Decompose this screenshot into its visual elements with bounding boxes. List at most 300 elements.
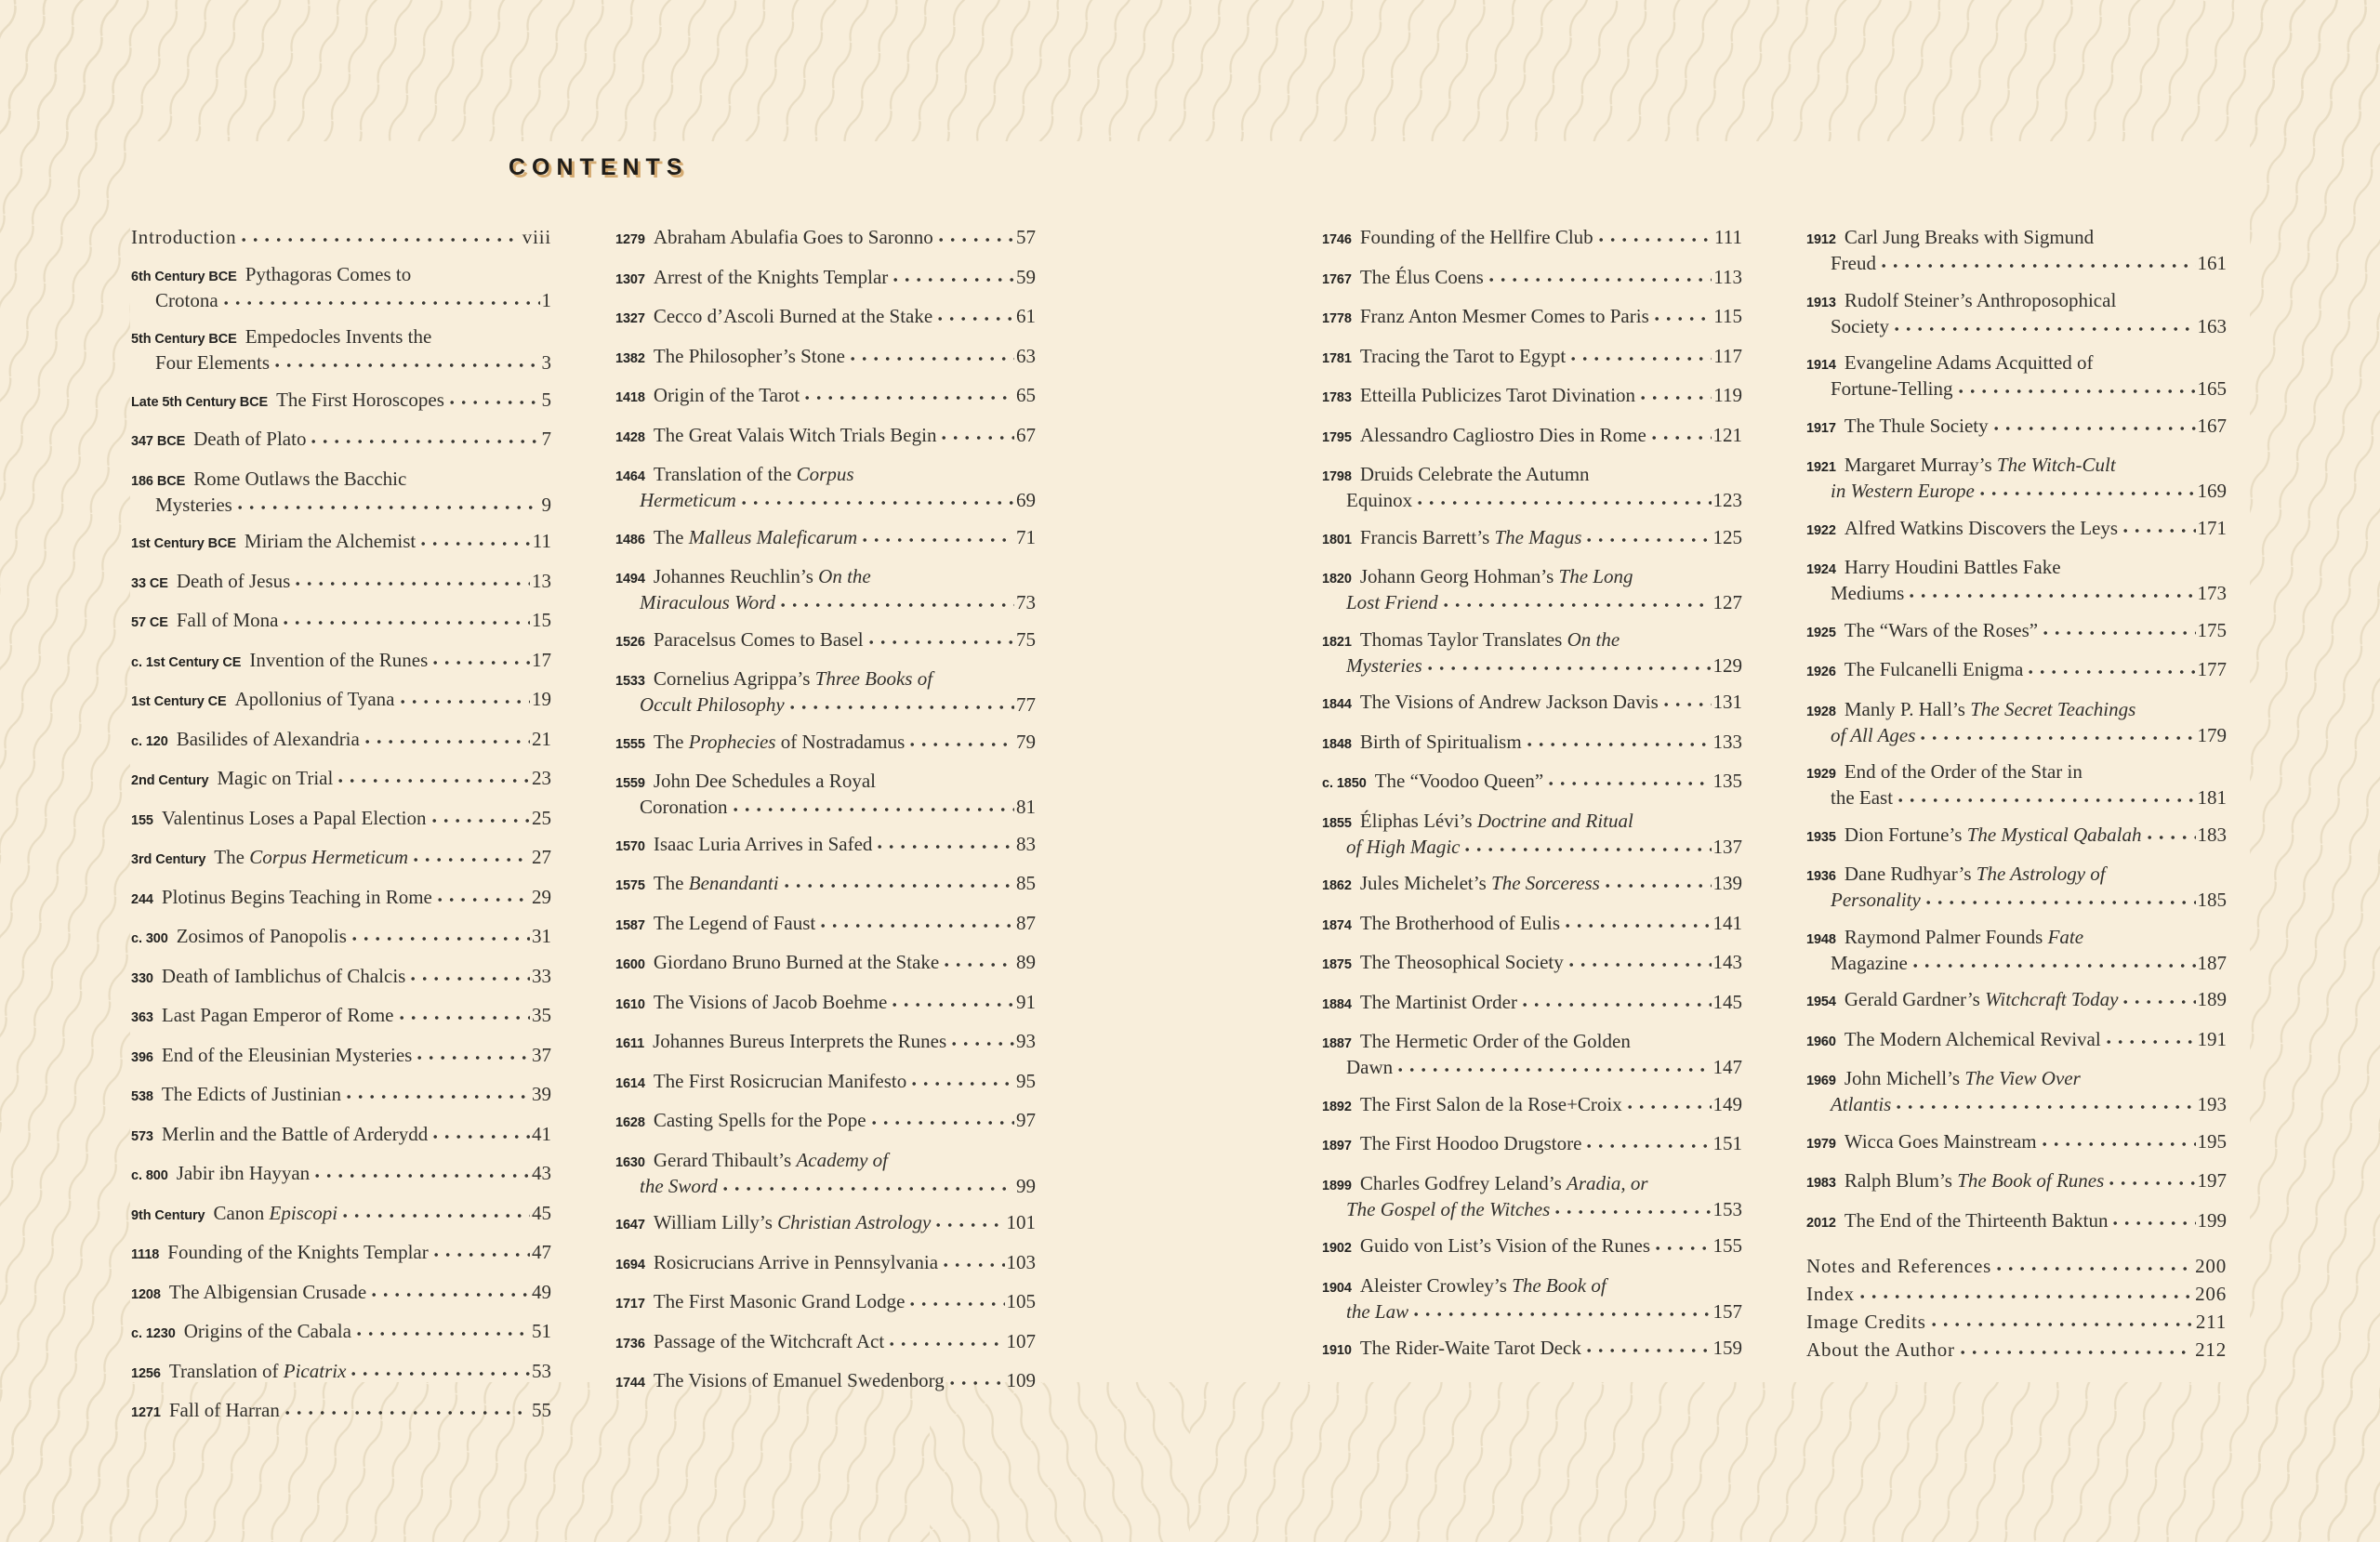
dot-leader <box>1961 1339 2193 1356</box>
toc-entry <box>615 731 1036 757</box>
entry-title: The “Voodoo Queen” <box>1374 770 1544 792</box>
toc-entry <box>1322 1093 1742 1119</box>
dot-leader <box>433 650 530 666</box>
dot-leader <box>343 1203 530 1219</box>
dot-leader <box>1569 952 1712 969</box>
entry-year: 1798 <box>1322 469 1352 484</box>
entry-title: The First Horoscopes <box>276 388 444 411</box>
entry-year: 1746 <box>1322 232 1352 247</box>
entry-year: 57 CE <box>131 615 168 630</box>
entry-line <box>615 1290 1036 1316</box>
entry-page: 47 <box>532 1241 551 1263</box>
entry-year: 1969 <box>1806 1074 1836 1088</box>
entry-title: The First Salon de la Rose+Croix <box>1359 1092 1622 1115</box>
entry-line <box>131 325 551 351</box>
entry-year: 1694 <box>615 1257 645 1272</box>
entry-title: Charles Godfrey Leland’s Aradia, or <box>1359 1171 1648 1194</box>
entry-page: 113 <box>1713 265 1742 288</box>
entry-year: 1418 <box>615 390 645 405</box>
toc-entry <box>615 667 1036 717</box>
entry-line <box>1322 810 1742 836</box>
entry-title-continuation: Personality <box>1831 889 1921 911</box>
entry-title: Miriam the Alchemist <box>244 530 416 552</box>
entry-line <box>131 925 551 951</box>
entry-line <box>131 1162 551 1188</box>
page-title: CONTENTS <box>509 154 689 180</box>
entry-line <box>131 1281 551 1307</box>
entry-title: End of the Eleusinian Mysteries <box>161 1043 413 1066</box>
entry-line <box>131 1202 551 1228</box>
entry-title: The Rider-Waite Tarot Deck <box>1359 1337 1581 1359</box>
entry-title: The Brotherhood of Eulis <box>1359 911 1561 934</box>
entry-title: Thomas Taylor Translates On the <box>1359 627 1620 651</box>
toc-entry <box>131 428 551 454</box>
entry-year: 1983 <box>1806 1176 1836 1191</box>
entry-title: Etteilla Publicizes Tarot Divination <box>1359 384 1636 406</box>
entry-year: 3rd Century <box>131 852 206 867</box>
entry-line <box>1806 926 2227 952</box>
entry-line-continuation <box>131 351 551 375</box>
entry-year: 1848 <box>1322 736 1352 752</box>
dot-leader <box>1549 771 1711 787</box>
toc-entry <box>131 263 551 312</box>
dot-leader <box>2043 620 2195 637</box>
dot-leader <box>315 1163 530 1180</box>
entry-page: 67 <box>1016 423 1036 446</box>
entry-line <box>1806 289 2227 315</box>
entry-title: The Malleus Maleficarum <box>653 525 858 548</box>
entry-line <box>1322 1337 1742 1363</box>
entry-title: The Visions of Jacob Boehme <box>653 990 888 1013</box>
entry-line <box>615 667 1036 693</box>
entry-title-continuation: Miraculous Word <box>640 591 776 613</box>
dot-leader <box>1921 725 2195 742</box>
entry-year: Late 5th Century BCE <box>131 394 269 410</box>
entry-title-continuation: Fortune-Telling <box>1831 377 1953 400</box>
entry-line <box>615 1109 1036 1135</box>
entry-title-continuation: Lost Friend <box>1346 591 1438 613</box>
toc-entry <box>1806 517 2227 543</box>
entry-line <box>131 263 551 289</box>
entry-title: John Dee Schedules a Royal <box>653 770 876 792</box>
toc-entry <box>1322 1234 1742 1260</box>
entry-page: 81 <box>1016 796 1036 818</box>
dot-leader <box>742 490 1014 507</box>
entry-page: 171 <box>2197 516 2227 539</box>
toc-entry <box>1322 463 1742 512</box>
entry-year: 1781 <box>1322 350 1352 366</box>
entry-line <box>1806 1169 2227 1195</box>
dot-leader <box>734 797 1015 813</box>
entry-line <box>131 767 551 793</box>
dot-leader <box>1910 583 2195 600</box>
entry-line-continuation <box>615 1175 1036 1198</box>
entry-line <box>1322 731 1742 757</box>
entry-line <box>615 1330 1036 1356</box>
entry-year: c. 120 <box>131 733 168 749</box>
entry-title-continuation: Four Elements <box>155 351 271 374</box>
dot-leader <box>224 290 540 307</box>
entry-title-continuation: in Western Europe <box>1831 480 1975 502</box>
entry-line <box>1806 1338 2227 1362</box>
dot-leader <box>945 952 1014 969</box>
dot-leader <box>892 992 1014 1008</box>
entry-title: Giordano Bruno Burned at the Stake <box>653 951 940 973</box>
toc-entry <box>131 688 551 714</box>
entry-title: Apollonius of Tyana <box>234 688 395 710</box>
dot-leader <box>938 306 1014 323</box>
dot-leader <box>275 352 539 369</box>
toc-entry <box>1806 698 2227 747</box>
entry-line-continuation <box>615 489 1036 512</box>
entry-line-continuation <box>1322 1056 1742 1079</box>
entry-year: 1382 <box>615 350 645 366</box>
entry-title: Druids Celebrate the Autumn <box>1359 463 1590 485</box>
toc-entry <box>131 1241 551 1267</box>
entry-line <box>615 424 1036 450</box>
toc-entry <box>615 305 1036 331</box>
toc-entry <box>1322 424 1742 450</box>
dot-leader <box>872 1110 1014 1127</box>
entry-title: Passage of the Witchcraft Act <box>653 1329 885 1352</box>
entry-line <box>615 266 1036 292</box>
dot-leader <box>411 966 530 982</box>
entry-page: 93 <box>1016 1030 1036 1052</box>
toc-entry <box>131 609 551 635</box>
entry-title: Canon Episcopi <box>213 1201 338 1224</box>
toc-column-4 <box>1806 226 2227 1366</box>
entry-title: Ralph Blum’s The Book of Runes <box>1844 1169 2105 1192</box>
dot-leader <box>1566 913 1711 929</box>
entry-year: 1801 <box>1322 532 1352 547</box>
entry-page: 151 <box>1712 1132 1742 1154</box>
entry-line <box>1322 1172 1742 1198</box>
entry-page: 13 <box>532 569 551 592</box>
entry-page: 75 <box>1016 627 1036 651</box>
toc-entry <box>615 951 1036 977</box>
entry-year: 347 BCE <box>131 434 186 449</box>
entry-line <box>1322 1274 1742 1300</box>
entry-year: 9th Century <box>131 1207 205 1223</box>
entry-page: 129 <box>1712 653 1742 677</box>
entry-page: 19 <box>532 688 551 710</box>
toc-entry <box>131 1044 551 1070</box>
entry-title: The Fulcanelli Enigma <box>1844 658 2024 680</box>
toc-entry <box>1806 658 2227 684</box>
toc-entry <box>615 991 1036 1017</box>
entry-year: 33 CE <box>131 575 168 591</box>
entry-line <box>1806 760 2227 786</box>
toc-entry <box>1322 691 1742 717</box>
entry-page: 206 <box>2195 1282 2227 1305</box>
dot-leader <box>790 694 1014 711</box>
entry-line <box>615 565 1036 591</box>
entry-line <box>131 688 551 714</box>
dot-leader <box>1664 692 1712 708</box>
entry-page: 181 <box>2197 786 2227 809</box>
dot-leader <box>347 1084 530 1100</box>
toc-entry <box>1806 1255 2227 1278</box>
entry-line <box>1322 951 1742 977</box>
entry-line <box>1806 556 2227 582</box>
toc-entry <box>1806 1067 2227 1116</box>
toc-entry <box>131 767 551 793</box>
entry-year: 1610 <box>615 996 645 1012</box>
toc-entry <box>1322 1337 1742 1363</box>
dot-leader <box>785 873 1014 890</box>
toc-column-3 <box>1322 226 1742 1377</box>
toc-entry <box>1322 526 1742 552</box>
entry-page: 25 <box>532 806 551 829</box>
entry-line <box>1806 1255 2227 1278</box>
dot-leader <box>1860 1284 2193 1300</box>
entry-line-continuation <box>1806 582 2227 605</box>
entry-line <box>1806 1028 2227 1054</box>
entry-year: 1960 <box>1806 1034 1836 1049</box>
toc-entry <box>615 1149 1036 1198</box>
entry-title-continuation: Freud <box>1831 252 1876 274</box>
entry-page: 103 <box>1006 1250 1036 1273</box>
entry-year: 573 <box>131 1128 153 1144</box>
toc-entry <box>1806 454 2227 503</box>
entry-title: The End of the Thirteenth Baktun <box>1844 1208 2109 1232</box>
entry-title: Abraham Abulafia Goes to Saronno <box>653 226 933 248</box>
entry-year: 1611 <box>615 1036 645 1051</box>
entry-line <box>1806 351 2227 377</box>
entry-title: The “Wars of the Roses” <box>1844 618 2039 641</box>
entry-line <box>1322 1132 1742 1158</box>
entry-year: 1279 <box>615 232 645 247</box>
entry-year: 1486 <box>615 532 645 547</box>
entry-page: 41 <box>532 1122 551 1145</box>
dot-leader <box>284 610 530 626</box>
entry-page: 37 <box>532 1043 551 1066</box>
entry-year: 1575 <box>615 878 645 893</box>
entry-page: 147 <box>1712 1056 1742 1078</box>
entry-line <box>1322 266 1742 292</box>
toc-entry <box>615 1290 1036 1316</box>
entry-title: Francis Barrett’s The Magus <box>1359 525 1582 548</box>
entry-page: 200 <box>2195 1254 2227 1277</box>
toc-entry <box>1322 810 1742 859</box>
dot-leader <box>285 1400 530 1417</box>
toc-entry <box>1322 1030 1742 1079</box>
entry-page: 117 <box>1713 344 1742 367</box>
dot-leader <box>357 1321 530 1338</box>
entry-title: Empedocles Invents the <box>245 325 432 348</box>
entry-title: Translation of Picatrix <box>168 1359 347 1382</box>
toc-column-2 <box>615 226 1036 1409</box>
entry-year: 1783 <box>1322 390 1352 405</box>
dot-leader <box>421 531 531 547</box>
entry-line <box>1806 988 2227 1014</box>
entry-page: 9 <box>541 493 551 516</box>
entry-title: The First Rosicrucian Manifesto <box>653 1069 907 1092</box>
entry-year: 1428 <box>615 429 645 445</box>
dot-leader <box>912 1071 1014 1087</box>
entry-page: 143 <box>1712 951 1742 973</box>
dot-leader <box>432 808 530 824</box>
dot-leader <box>1898 787 2195 804</box>
dot-leader <box>434 1242 530 1259</box>
entry-line <box>1806 863 2227 889</box>
toc-entry <box>615 1369 1036 1395</box>
entry-page: 31 <box>532 925 551 947</box>
entry-page: 157 <box>1712 1299 1742 1323</box>
entry-title: Johannes Bureus Interprets the Runes <box>653 1030 947 1052</box>
toc-entry <box>131 965 551 991</box>
dot-leader <box>1428 655 1712 672</box>
toc-entry <box>131 570 551 596</box>
dot-leader <box>1628 1094 1712 1111</box>
entry-year: 1897 <box>1322 1139 1352 1153</box>
entry-page: 199 <box>2197 1208 2227 1232</box>
dot-leader <box>910 731 1014 748</box>
entry-page: 35 <box>532 1004 551 1026</box>
entry-title-continuation: Society <box>1831 314 1889 337</box>
entry-year: 1271 <box>131 1405 161 1420</box>
entry-page: 73 <box>1016 591 1036 613</box>
entry-page: 159 <box>1712 1337 1742 1359</box>
entry-page: 11 <box>532 530 551 552</box>
entry-title: Casting Spells for the Pope <box>653 1109 866 1131</box>
entry-year: 1948 <box>1806 931 1836 947</box>
entry-title: Gerald Gardner’s Witchcraft Today <box>1844 988 2119 1010</box>
entry-title: Valentinus Loses a Papal Election <box>161 806 427 829</box>
dot-leader <box>1926 890 2196 906</box>
entry-title: Johannes Reuchlin’s On the <box>653 565 871 587</box>
entry-title: The Philosopher’s Stone <box>653 344 845 367</box>
entry-year: 1925 <box>1806 625 1836 640</box>
entry-year: 1921 <box>1806 460 1836 475</box>
dot-leader <box>1895 316 2196 333</box>
dot-leader <box>2148 824 2196 841</box>
entry-page: 137 <box>1712 835 1742 858</box>
entry-line <box>1322 691 1742 717</box>
entry-title: The Thule Society <box>1844 414 1989 437</box>
toc-entry <box>615 1211 1036 1237</box>
toc-entry <box>615 770 1036 819</box>
entry-line <box>615 872 1036 898</box>
toc-column-1 <box>131 226 551 1439</box>
entry-line <box>615 1369 1036 1395</box>
toc-entry <box>131 807 551 833</box>
entry-line <box>1322 463 1742 489</box>
toc-entry <box>615 266 1036 292</box>
toc-entry <box>1806 289 2227 338</box>
entry-year: 186 BCE <box>131 473 186 489</box>
entry-year: 1875 <box>1322 957 1352 972</box>
entry-title: The Prophecies of Nostradamus <box>653 730 906 753</box>
dot-leader <box>450 389 540 406</box>
entry-page: 71 <box>1016 525 1036 548</box>
entry-title: Dion Fortune’s The Mystical Qabalah <box>1844 823 2142 846</box>
entry-page: 79 <box>1016 730 1036 753</box>
dot-leader <box>1398 1057 1711 1074</box>
entry-line-continuation <box>1806 315 2227 338</box>
toc-entry <box>615 912 1036 938</box>
entry-year: 1555 <box>615 736 645 752</box>
toc-entry <box>1806 1169 2227 1195</box>
dot-leader <box>950 1370 1005 1387</box>
entry-page: 149 <box>1712 1092 1742 1115</box>
entry-line <box>1322 872 1742 898</box>
entry-line-continuation <box>615 796 1036 819</box>
entry-page: 105 <box>1006 1290 1036 1312</box>
entry-title-continuation: the East <box>1831 786 1894 809</box>
entry-line <box>1322 1030 1742 1056</box>
entry-title: Paracelsus Comes to Basel <box>653 627 864 651</box>
entry-page: viii <box>522 226 551 248</box>
dot-leader <box>942 425 1014 442</box>
entry-line-continuation <box>1322 836 1742 859</box>
entry-page: 123 <box>1712 489 1742 511</box>
entry-page: 169 <box>2197 480 2227 502</box>
entry-year: 1929 <box>1806 767 1836 782</box>
toc-entry <box>1806 226 2227 275</box>
entry-title: The Great Valais Witch Trials Begin <box>653 423 937 446</box>
entry-line <box>131 389 551 415</box>
entry-title: Manly P. Hall’s The Secret Teachings <box>1844 697 2136 720</box>
toc-entry <box>131 468 551 517</box>
entry-title: Last Pagan Emperor of Rome <box>161 1004 394 1026</box>
entry-year: 1902 <box>1322 1241 1352 1256</box>
toc-entry <box>1322 266 1742 292</box>
entry-page: 135 <box>1712 770 1742 792</box>
dot-leader <box>1913 953 2196 969</box>
entry-title: Arrest of the Knights Templar <box>653 265 889 288</box>
toc-entry <box>615 628 1036 654</box>
dot-leader <box>910 1291 1004 1308</box>
entry-line <box>1322 305 1742 331</box>
entry-title: Merlin and the Battle of Arderydd <box>161 1122 429 1145</box>
toc-entry <box>1322 226 1742 252</box>
entry-title: Rosicrucians Arrive in Pennsylvania <box>653 1250 939 1273</box>
entry-year: 155 <box>131 812 153 828</box>
toc-entry <box>615 833 1036 859</box>
entry-line <box>1322 226 1742 252</box>
entry-line-continuation <box>1806 786 2227 810</box>
toc-entry <box>1806 619 2227 645</box>
entry-title: Birth of Spiritualism <box>1359 730 1522 753</box>
entry-page: 173 <box>2197 582 2227 604</box>
toc-entry <box>615 463 1036 512</box>
entry-page: 43 <box>532 1162 551 1184</box>
entry-line <box>131 807 551 833</box>
entry-title: Éliphas Lévi’s Doctrine and Ritual <box>1359 809 1633 832</box>
entry-title: John Michell’s The View Over <box>1844 1067 2081 1089</box>
entry-line <box>131 609 551 635</box>
entry-line <box>131 886 551 912</box>
entry-year: c. 1st Century CE <box>131 654 242 670</box>
toc-entry <box>1806 1283 2227 1306</box>
entry-page: 179 <box>2197 723 2227 746</box>
toc-entry <box>131 1320 551 1346</box>
toc-entry <box>131 389 551 415</box>
entry-page: 165 <box>2197 377 2227 400</box>
dot-leader <box>869 629 1014 646</box>
toc-entry <box>131 226 551 249</box>
toc-entry <box>131 728 551 754</box>
entry-title-continuation: Hermeticum <box>640 489 736 511</box>
entry-year: 396 <box>131 1049 153 1065</box>
entry-title: Evangeline Adams Acquitted of <box>1844 351 2094 374</box>
dot-leader <box>365 729 530 745</box>
entry-year: 1587 <box>615 917 645 933</box>
entry-page: 195 <box>2197 1129 2227 1153</box>
entry-title: The Visions of Andrew Jackson Davis <box>1359 691 1659 713</box>
entry-title: Margaret Murray’s The Witch-Cult <box>1844 454 2116 476</box>
